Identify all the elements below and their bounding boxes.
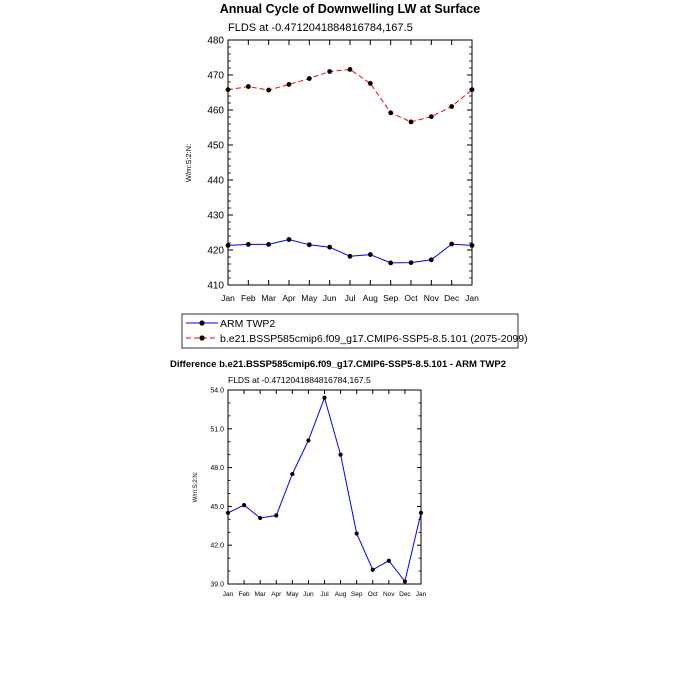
y-tick-label: 51.0 [210,426,224,434]
x-tick-label: May [286,591,299,598]
data-point [327,69,332,74]
data-point [368,81,373,86]
data-point [258,516,262,520]
data-point [226,511,230,515]
x-tick-label: Nov [423,293,439,303]
data-point [287,237,292,242]
chart1-subtitle: FLDS at -0.4712041884816784,167.5 [228,22,413,34]
data-point [274,513,278,517]
data-point [429,114,434,119]
data-point [403,579,407,583]
chart2-plot-frame [228,390,421,584]
series-line-0 [228,240,472,263]
y-tick-label: 420 [207,245,224,257]
x-tick-label: Mar [254,591,266,598]
series-line-1 [228,69,472,122]
x-tick-label: Jun [303,591,314,598]
data-point [322,396,326,400]
chart1-legend [182,314,528,348]
data-point [409,120,414,125]
x-tick-label: Feb [241,293,256,303]
data-point [287,82,292,87]
x-tick-label: Aug [334,591,347,598]
data-point [338,453,342,457]
y-tick-label: 460 [207,105,224,117]
data-point [226,87,231,92]
data-point [429,257,434,262]
data-point [290,472,294,476]
chart1-plot-frame [228,40,472,285]
legend-marker-arm [199,320,204,325]
x-tick-label: Jan [415,591,427,598]
legend-marker-model [199,335,204,340]
data-point [409,260,414,265]
x-tick-label: Aug [362,293,378,303]
x-tick-label: May [301,293,318,303]
data-point [327,245,332,250]
chart2-subtitle: FLDS at -0.4712041884816784,167.5 [228,375,371,385]
x-tick-label: Apr [271,591,282,598]
annual-cycle-chart [184,2,480,303]
y-tick-label: 440 [207,175,224,187]
x-tick-label: Oct [367,591,378,598]
x-tick-label: Jun [322,293,337,303]
data-point [307,242,312,247]
difference-chart [170,359,506,598]
data-point [419,511,423,515]
data-point [368,252,373,257]
data-point [387,559,391,563]
y-tick-label: 45.0 [210,503,224,511]
data-point [242,503,246,507]
x-tick-label: Dec [444,293,460,303]
data-point [449,242,454,247]
data-point [449,104,454,109]
y-tick-label: 480 [207,35,224,47]
data-point [470,243,475,248]
x-tick-label: Mar [261,293,276,303]
x-tick-label: Jul [344,293,356,303]
data-point [307,76,312,81]
x-tick-label: Jan [465,293,479,303]
data-point [355,531,359,535]
chart1-title: Annual Cycle of Downwelling LW at Surface [219,2,481,16]
y-tick-label: 430 [207,210,224,222]
series-line-0 [228,398,421,582]
data-point [266,88,271,93]
x-tick-label: Apr [282,293,296,303]
y-tick-label: 39.0 [210,581,224,589]
x-tick-label: Jul [320,591,329,598]
data-point [348,67,353,72]
data-point [388,261,393,266]
x-tick-label: Dec [399,591,411,598]
data-point [371,568,375,572]
chart2-title: Difference b.e21.BSSP585cmip6.f09_g17.CMIP6-SSP5-8.5.101 - ARM TWP2 [170,359,506,370]
data-point [246,242,251,247]
y-tick-label: 42.0 [210,542,224,550]
x-tick-label: Sep [350,591,363,598]
data-point [348,254,353,259]
y-tick-label: 470 [207,70,224,82]
y-tick-label: 410 [207,280,224,292]
x-tick-label: Feb [238,591,250,598]
x-tick-label: Jan [222,591,234,598]
chart2-y-axis-label: W/m:S:2:N: [193,471,199,503]
data-point [470,87,475,92]
x-tick-label: Nov [383,591,395,598]
legend-label-model: b.e21.BSSP585cmip6.f09_g17.CMIP6-SSP5-8.5.101 (2075-2099) [220,333,528,345]
y-tick-label: 48.0 [210,465,224,473]
x-tick-label: Sep [383,293,399,303]
y-tick-label: 450 [207,140,224,152]
data-point [246,84,251,89]
legend-label-arm: ARM TWP2 [220,318,276,330]
data-point [266,242,271,247]
chart1-y-axis-label: W/m:S:2:N: [184,143,193,183]
x-tick-label: Jan [221,293,235,303]
x-tick-label: Oct [404,293,418,303]
y-tick-label: 54.0 [210,387,224,395]
data-point [306,438,310,442]
data-point [226,243,231,248]
data-point [388,110,393,115]
